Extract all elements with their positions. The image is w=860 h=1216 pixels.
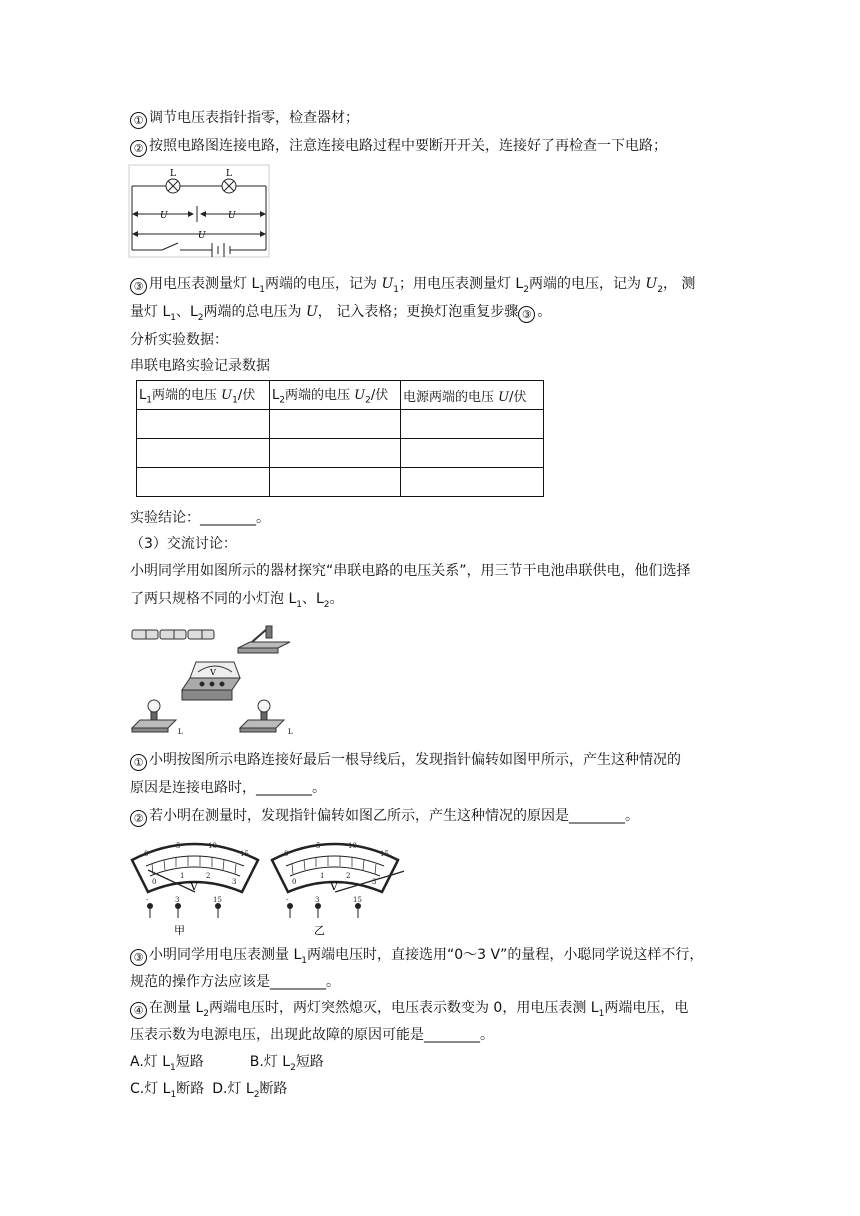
voltmeter-dials [128, 834, 404, 936]
svg-text:V: V [190, 880, 198, 893]
record-table [136, 380, 544, 497]
option-c: C.灯 $L_1$断路 [130, 1081, 205, 1100]
question-number: ① [130, 754, 147, 771]
header-cell-u2: $L_2$两端的电压 $U_2/$伏 [270, 381, 401, 410]
svg-text:0: 0 [152, 878, 157, 886]
l2-label: L [226, 169, 232, 179]
svg-text:15: 15 [380, 850, 389, 858]
svg-text:3: 3 [315, 896, 320, 904]
question-number: ④ [130, 1002, 147, 1019]
svg-text:15: 15 [240, 850, 249, 858]
intro-line-1: 小明同学用如图所示的器材探究“串联电路的电压关系”，用三节干电池串联供电，他们选择 [130, 563, 691, 579]
conclusion: 实验结论：________。 [130, 510, 270, 526]
question-3-line-1: ③ 小明同学用电压表测量 $L_1$两端电压时，直接选用“0～3 V”的量程，小聪同学说这样不行， [130, 945, 703, 971]
svg-text:0: 0 [292, 878, 297, 886]
question-number: ③ [130, 949, 147, 966]
question-1-line-1: ① 小明按图所示电路连接好最后一根导线后，发现指针偏转如图甲所示，产生这种情况的 [130, 750, 681, 771]
svg-text:3: 3 [372, 878, 377, 886]
svg-text:15: 15 [353, 896, 362, 904]
question-1-line-2: 原因是连接电路时，________。 [130, 780, 326, 796]
svg-text:2: 2 [206, 872, 211, 880]
options-row-2 [130, 1079, 287, 1105]
options-row-1 [130, 1052, 324, 1078]
table-row [137, 468, 544, 497]
table-row [137, 439, 544, 468]
table-caption: 串联电路实验记录数据 [130, 358, 270, 374]
question-3-line-2: 规范的操作方法应该是________。 [130, 974, 340, 990]
svg-text:3: 3 [232, 878, 237, 886]
svg-text:-: - [286, 896, 289, 904]
apparatus-picture [128, 620, 302, 738]
step-number: ① [130, 112, 147, 129]
dial-yi-label: 乙 [314, 924, 325, 936]
l1-label: L [178, 728, 183, 736]
step-3-line-2: 量灯 $L_1$、$L_2$两端的总电压为 U， 记入表格；更换灯泡重复步骤 ③ 。 [130, 304, 552, 323]
header-cell-u1: $L_1$两端的电压 $U_1/$伏 [137, 381, 270, 410]
dial-jia-label: 甲 [174, 924, 185, 936]
svg-text:2: 2 [346, 872, 351, 880]
step-number: ③ [518, 306, 535, 323]
option-a: A.灯 $L_1$短路 [130, 1054, 204, 1073]
u-label: U [198, 231, 206, 241]
svg-text:10: 10 [348, 842, 357, 850]
l1-label: L [170, 169, 176, 179]
svg-text:0: 0 [144, 850, 149, 858]
u2-label: U [228, 211, 236, 221]
svg-text:3: 3 [175, 896, 180, 904]
svg-text:1: 1 [180, 872, 185, 880]
series-circuit-diagram [128, 164, 270, 258]
svg-text:V: V [330, 880, 338, 893]
svg-text:10: 10 [208, 842, 217, 850]
analysis-label: 分析实验数据： [130, 332, 228, 348]
svg-text:-: - [146, 896, 149, 904]
svg-text:1: 1 [320, 872, 325, 880]
step-number: ③ [130, 278, 147, 295]
table-row [137, 410, 544, 439]
step-2: ② 按照电路图连接电路，注意连接电路过程中要断开开关，连接好了再检查一下电路； [130, 136, 667, 157]
svg-text:5: 5 [176, 842, 181, 850]
question-2: ② 若小明在测量时，发现指针偏转如图乙所示，产生这种情况的原因是________。 [130, 806, 639, 827]
step-number: ② [130, 140, 147, 157]
l2-label: L [288, 728, 293, 736]
u1-label: U [160, 211, 168, 221]
step-1: ① 调节电压表指针指零，检查器材； [130, 108, 359, 129]
intro-line-2: 了两只规格不同的小灯泡 $L_1$、$L_2$。 [130, 591, 344, 610]
option-d: D.灯 $L_2$断路 [212, 1081, 288, 1100]
option-b: B.灯 $L_2$短路 [249, 1054, 324, 1073]
header-cell-u: 电源两端的电压 U/伏 [401, 381, 544, 410]
voltmeter-label: V [210, 668, 216, 677]
question-number: ② [130, 810, 147, 827]
svg-text:0: 0 [284, 850, 289, 858]
question-4-line-1: ④ 在测量 $L_2$两端电压时，两灯突然熄灭，电压表示数变为 0，用电压表测 $L_1$两端电压，电 [130, 998, 688, 1024]
question-4-line-2: 压表示数为电源电压，出现此故障的原因可能是________。 [130, 1027, 494, 1043]
table-header-row [137, 381, 544, 410]
discussion-title: （3）交流讨论： [130, 536, 237, 552]
step-3-line-1: ③ 用电压表测量灯 $L_1$两端的电压，记为 $U_1$；用电压表测量灯 $L_2$两端的电压，记为 $U_2$， 测 [130, 274, 695, 300]
svg-text:15: 15 [213, 896, 222, 904]
svg-text:5: 5 [316, 842, 321, 850]
